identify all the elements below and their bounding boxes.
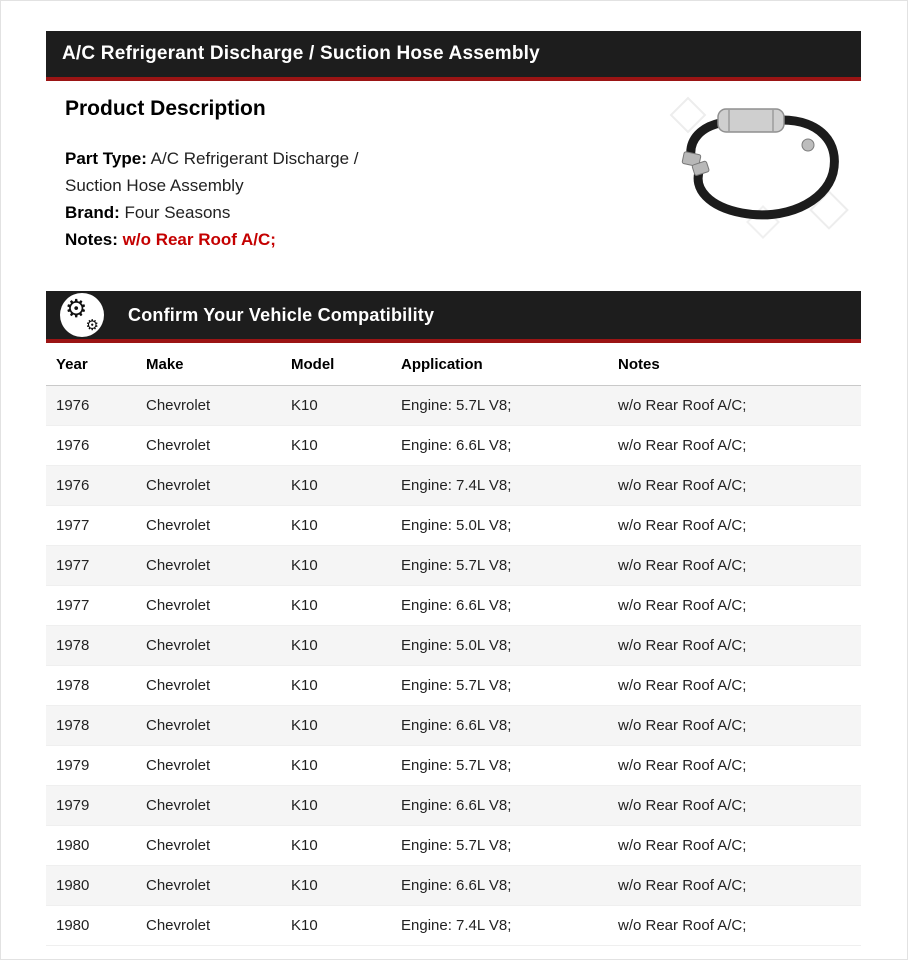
hose-assembly-illustration: [666, 95, 861, 245]
cell-application: Engine: 6.6L V8;: [401, 717, 512, 734]
part-type-value: A/C Refrigerant Discharge / Suction Hose Assembly: [65, 149, 359, 195]
cell-model: K10: [291, 557, 318, 574]
table-row: [46, 626, 861, 666]
cell-make: Chevrolet: [146, 517, 211, 534]
cell-application: Engine: 5.0L V8;: [401, 517, 512, 534]
cell-notes: w/o Rear Roof A/C;: [618, 677, 747, 694]
product-image: [666, 95, 861, 245]
cell-make: Chevrolet: [146, 437, 211, 454]
cell-application: Engine: 7.4L V8;: [401, 917, 512, 934]
compatibility-heading: Confirm Your Vehicle Compatibility: [128, 304, 435, 325]
cell-make: Chevrolet: [146, 557, 211, 574]
cell-model: K10: [291, 437, 318, 454]
cell-notes: w/o Rear Roof A/C;: [618, 597, 747, 614]
column-header-application: Application: [391, 343, 608, 386]
table-row: [46, 746, 861, 786]
cell-model: K10: [291, 517, 318, 534]
cell-model: K10: [291, 397, 318, 414]
cell-notes: w/o Rear Roof A/C;: [618, 557, 747, 574]
column-header-make: Make: [136, 343, 281, 386]
cell-model: K10: [291, 637, 318, 654]
cell-notes: w/o Rear Roof A/C;: [618, 837, 747, 854]
cell-application: Engine: 5.7L V8;: [401, 397, 512, 414]
compatibility-header-bar: [46, 291, 861, 343]
cell-application: Engine: 5.7L V8;: [401, 677, 512, 694]
cell-application: Engine: 5.7L V8;: [401, 757, 512, 774]
compatibility-table: [46, 343, 861, 946]
cell-year: 1978: [56, 717, 90, 734]
cell-year: 1976: [56, 477, 90, 494]
cell-notes: w/o Rear Roof A/C;: [618, 877, 747, 894]
cell-year: 1979: [56, 797, 90, 814]
cell-model: K10: [291, 597, 318, 614]
column-header-model: Model: [281, 343, 391, 386]
cell-year: 1980: [56, 837, 90, 854]
cell-model: K10: [291, 877, 318, 894]
product-description-section: [46, 81, 861, 291]
part-type-line: [65, 145, 415, 199]
table-row: [46, 506, 861, 546]
cell-application: Engine: 6.6L V8;: [401, 437, 512, 454]
gears-icon: [60, 293, 104, 337]
cell-notes: w/o Rear Roof A/C;: [618, 757, 747, 774]
cell-application: Engine: 5.7L V8;: [401, 837, 512, 854]
cell-application: Engine: 7.4L V8;: [401, 477, 512, 494]
column-header-notes: Notes: [608, 343, 861, 386]
cell-application: Engine: 6.6L V8;: [401, 797, 512, 814]
cell-make: Chevrolet: [146, 637, 211, 654]
cell-model: K10: [291, 917, 318, 934]
notes-label: Notes:: [65, 230, 118, 249]
cell-make: Chevrolet: [146, 677, 211, 694]
table-row: [46, 466, 861, 506]
cell-make: Chevrolet: [146, 917, 211, 934]
product-description-heading: Product Description: [65, 97, 266, 120]
table-header-row: [46, 343, 861, 386]
cell-year: 1976: [56, 397, 90, 414]
table-row: [46, 786, 861, 826]
cell-application: Engine: 5.7L V8;: [401, 557, 512, 574]
part-type-label: Part Type:: [65, 149, 147, 168]
cell-application: Engine: 6.6L V8;: [401, 597, 512, 614]
cell-notes: w/o Rear Roof A/C;: [618, 797, 747, 814]
table-row: [46, 906, 861, 946]
table-row: [46, 426, 861, 466]
table-row: [46, 866, 861, 906]
cell-notes: w/o Rear Roof A/C;: [618, 717, 747, 734]
cell-year: 1977: [56, 517, 90, 534]
page-title: A/C Refrigerant Discharge / Suction Hose Assembly: [62, 43, 540, 64]
cell-year: 1980: [56, 917, 90, 934]
cell-model: K10: [291, 677, 318, 694]
cell-year: 1978: [56, 677, 90, 694]
cell-year: 1977: [56, 597, 90, 614]
cell-year: 1979: [56, 757, 90, 774]
table-row: [46, 666, 861, 706]
cell-application: Engine: 5.0L V8;: [401, 637, 512, 654]
table-row: [46, 546, 861, 586]
cell-notes: w/o Rear Roof A/C;: [618, 917, 747, 934]
cell-notes: w/o Rear Roof A/C;: [618, 437, 747, 454]
cell-notes: w/o Rear Roof A/C;: [618, 517, 747, 534]
cell-model: K10: [291, 477, 318, 494]
compatibility-section: [46, 291, 861, 946]
cell-make: Chevrolet: [146, 397, 211, 414]
cell-model: K10: [291, 837, 318, 854]
cell-make: Chevrolet: [146, 837, 211, 854]
gear-glyph-large: ⚙: [65, 295, 88, 323]
cell-notes: w/o Rear Roof A/C;: [618, 477, 747, 494]
cell-notes: w/o Rear Roof A/C;: [618, 397, 747, 414]
cell-application: Engine: 6.6L V8;: [401, 877, 512, 894]
brand-line: [65, 199, 415, 226]
cell-make: Chevrolet: [146, 717, 211, 734]
column-header-year: Year: [46, 343, 136, 386]
product-title-bar: [46, 31, 861, 81]
gear-glyph-small: ⚙: [85, 317, 99, 334]
cell-year: 1977: [56, 557, 90, 574]
cell-make: Chevrolet: [146, 877, 211, 894]
cell-year: 1976: [56, 437, 90, 454]
cell-year: 1980: [56, 877, 90, 894]
cell-model: K10: [291, 717, 318, 734]
cell-model: K10: [291, 757, 318, 774]
table-row: [46, 706, 861, 746]
brand-value: Four Seasons: [124, 203, 231, 222]
table-row: [46, 826, 861, 866]
compatibility-table-body: [46, 386, 861, 946]
cell-make: Chevrolet: [146, 797, 211, 814]
notes-line: [65, 226, 415, 253]
cell-make: Chevrolet: [146, 757, 211, 774]
table-row: [46, 386, 861, 426]
brand-label: Brand:: [65, 203, 120, 222]
cell-model: K10: [291, 797, 318, 814]
cell-make: Chevrolet: [146, 477, 211, 494]
notes-value: w/o Rear Roof A/C;: [122, 230, 276, 249]
cell-make: Chevrolet: [146, 597, 211, 614]
cell-year: 1978: [56, 637, 90, 654]
table-row: [46, 586, 861, 626]
cell-notes: w/o Rear Roof A/C;: [618, 637, 747, 654]
